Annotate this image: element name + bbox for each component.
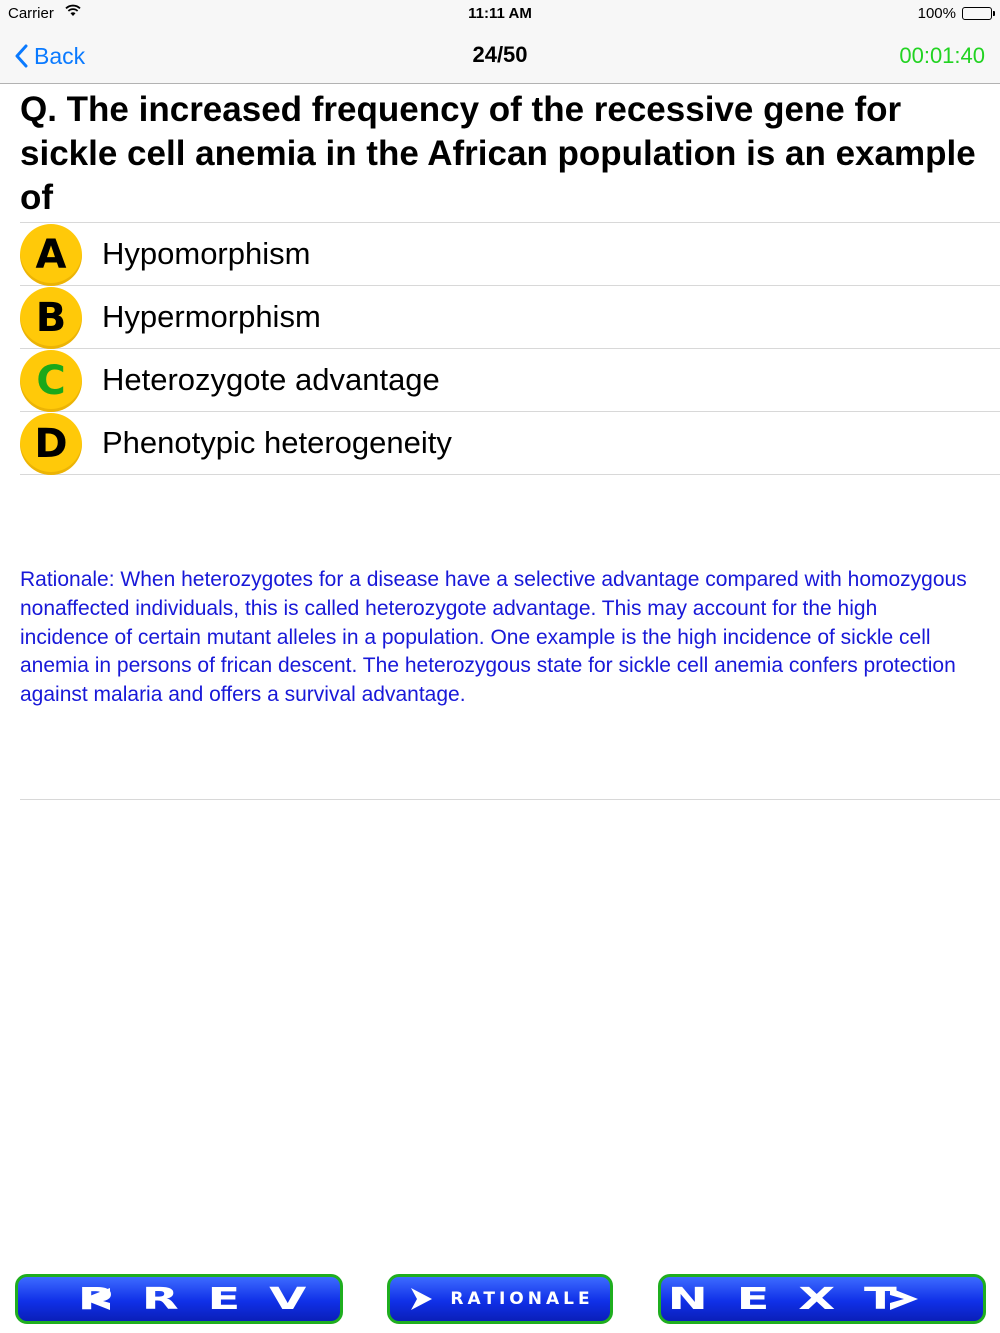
next-label: NEXT (668, 1281, 926, 1317)
option-b[interactable] (20, 286, 1000, 349)
option-a-badge: A (20, 224, 82, 286)
battery-percent: 100% (917, 5, 956, 22)
status-bar (0, 0, 1000, 28)
clock: 11:11 AM (468, 5, 532, 22)
option-d[interactable] (20, 412, 1000, 475)
option-c-text: Heterozygote advantage (102, 362, 440, 397)
back-label: Back (34, 42, 86, 69)
option-c[interactable] (20, 349, 1000, 412)
option-d-badge: D (20, 413, 82, 475)
divider (20, 799, 1000, 800)
navigation-bar (0, 28, 1000, 84)
rationale-text: Rationale: When heterozygotes for a disease have a selective advantage compared with homozygous nonaffected individuals, this is called heterozygote advantage. This may account for the high incidence of certain mutant alleles in a population. One example is the high incidence of sickle cell anemia in persons of frican descent. The heterozygous state for sickle cell anemia confers protection against malaria and offers a survival advantage. (20, 568, 967, 707)
option-b-badge: B (20, 287, 82, 349)
carrier-label: Carrier (8, 5, 54, 22)
prev-button[interactable] (15, 1274, 343, 1324)
option-a-text: Hypomorphism (102, 236, 311, 271)
battery-icon (962, 7, 992, 20)
option-d-text: Phenotypic heterogeneity (102, 425, 452, 460)
rationale-button[interactable] (387, 1274, 613, 1324)
prev-label: PREV (77, 1281, 335, 1317)
rationale-label: RATIONALE (450, 1289, 594, 1309)
question-progress: 24/50 (472, 42, 528, 67)
chevron-right-icon (406, 1285, 436, 1313)
question-text: Q. The increased frequency of the recessive gene for sickle cell anemia in the African population is an example of (20, 90, 976, 217)
quiz-timer: 00:01:40 (899, 43, 985, 68)
next-button[interactable] (658, 1274, 986, 1324)
option-c-badge: C (20, 350, 82, 412)
option-a[interactable] (20, 223, 1000, 286)
option-b-text: Hypermorphism (102, 299, 321, 334)
answer-options (20, 222, 1000, 475)
